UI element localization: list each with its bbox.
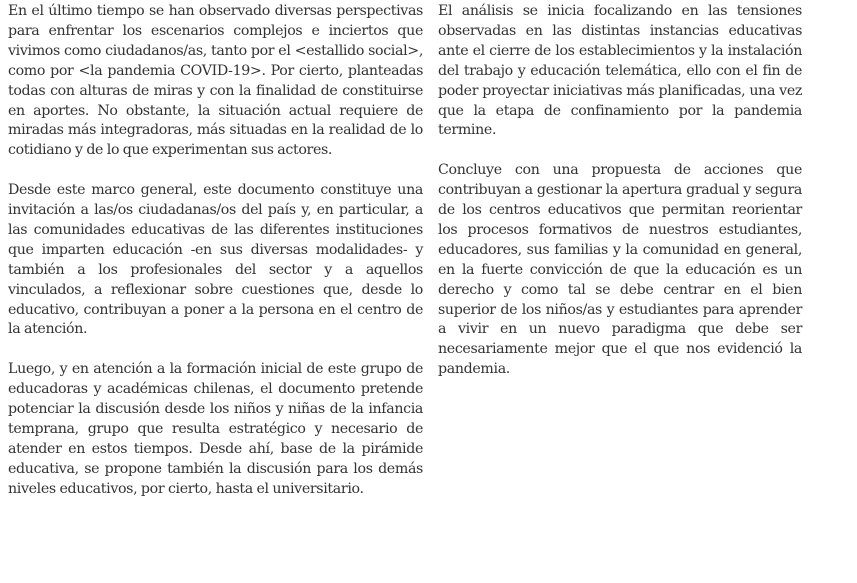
paragraph-context: En el último tiempo se han observado diversas perspectivas para enfrentar los escenarios complejos e inciertos que vivimos como ciudadanos/as, tanto por el <estallido social>, como por <la pandemia COVID-19>. Por cierto, planteadas todas con alturas de miras y con la finalidad de constituirse en aportes. No obstante, la situación actual requiere de miradas más integradoras, más situadas en la realidad de lo cotidiano y de lo que experimentan sus actores. bbox=[8, 3, 423, 159]
paragraph-analysis: El análisis se inicia focalizando en las tensiones observadas en las distintas instancias educativas ante el cierre de los establecimientos y la instalación del trabajo y educación telemática, ello con el fin de poder proyectar iniciativas más planificadas, una vez que la etapa de confinamiento por la pandemia termine. bbox=[438, 3, 802, 139]
right-text-column bbox=[438, 2, 802, 400]
paragraph-early-childhood: Luego, y en atención a la formación inicial de este grupo de educadoras y académicas chilenas, el documento pretende potenciar la discusión desde los niños y niñas de la infancia temprana, grupo que resulta estratégico y necesario de atender en estos tiempos. Desde ahí, base de la pirámide educativa, se propone también la discusión para los demás niveles educativos, por cierto, hasta el universitario. bbox=[8, 361, 423, 497]
paragraph-conclusion: Concluye con una propuesta de acciones que contribuyan a gestionar la apertura gradual y segura de los centros educativos que permitan reorientar los procesos formativos de nuestros estudiantes, educadores, sus familias y la comunidad en general, en la fuerte convicción de que la educación es un derecho y como tal se debe centrar en el bien superior de los niños/as y estudiantes para aprender a vivir en un nuevo paradigma que debe ser necesariamente mejor que el que nos evidenció la pandemia. bbox=[438, 162, 802, 378]
paragraph-invitation: Desde este marco general, este documento constituye una invitación a las/os ciudadanas/os del país y, en particular, a las comunidades educativas de las diferentes instituciones que imparten educación -en sus diversas modalidades- y también a los profesionales del sector y a aquellos vinculados, a reflexionar sobre cuestiones que, desde lo educativo, contribuyan a poner a la persona en el centro de la atención. bbox=[8, 182, 423, 338]
left-text-column bbox=[8, 2, 423, 520]
